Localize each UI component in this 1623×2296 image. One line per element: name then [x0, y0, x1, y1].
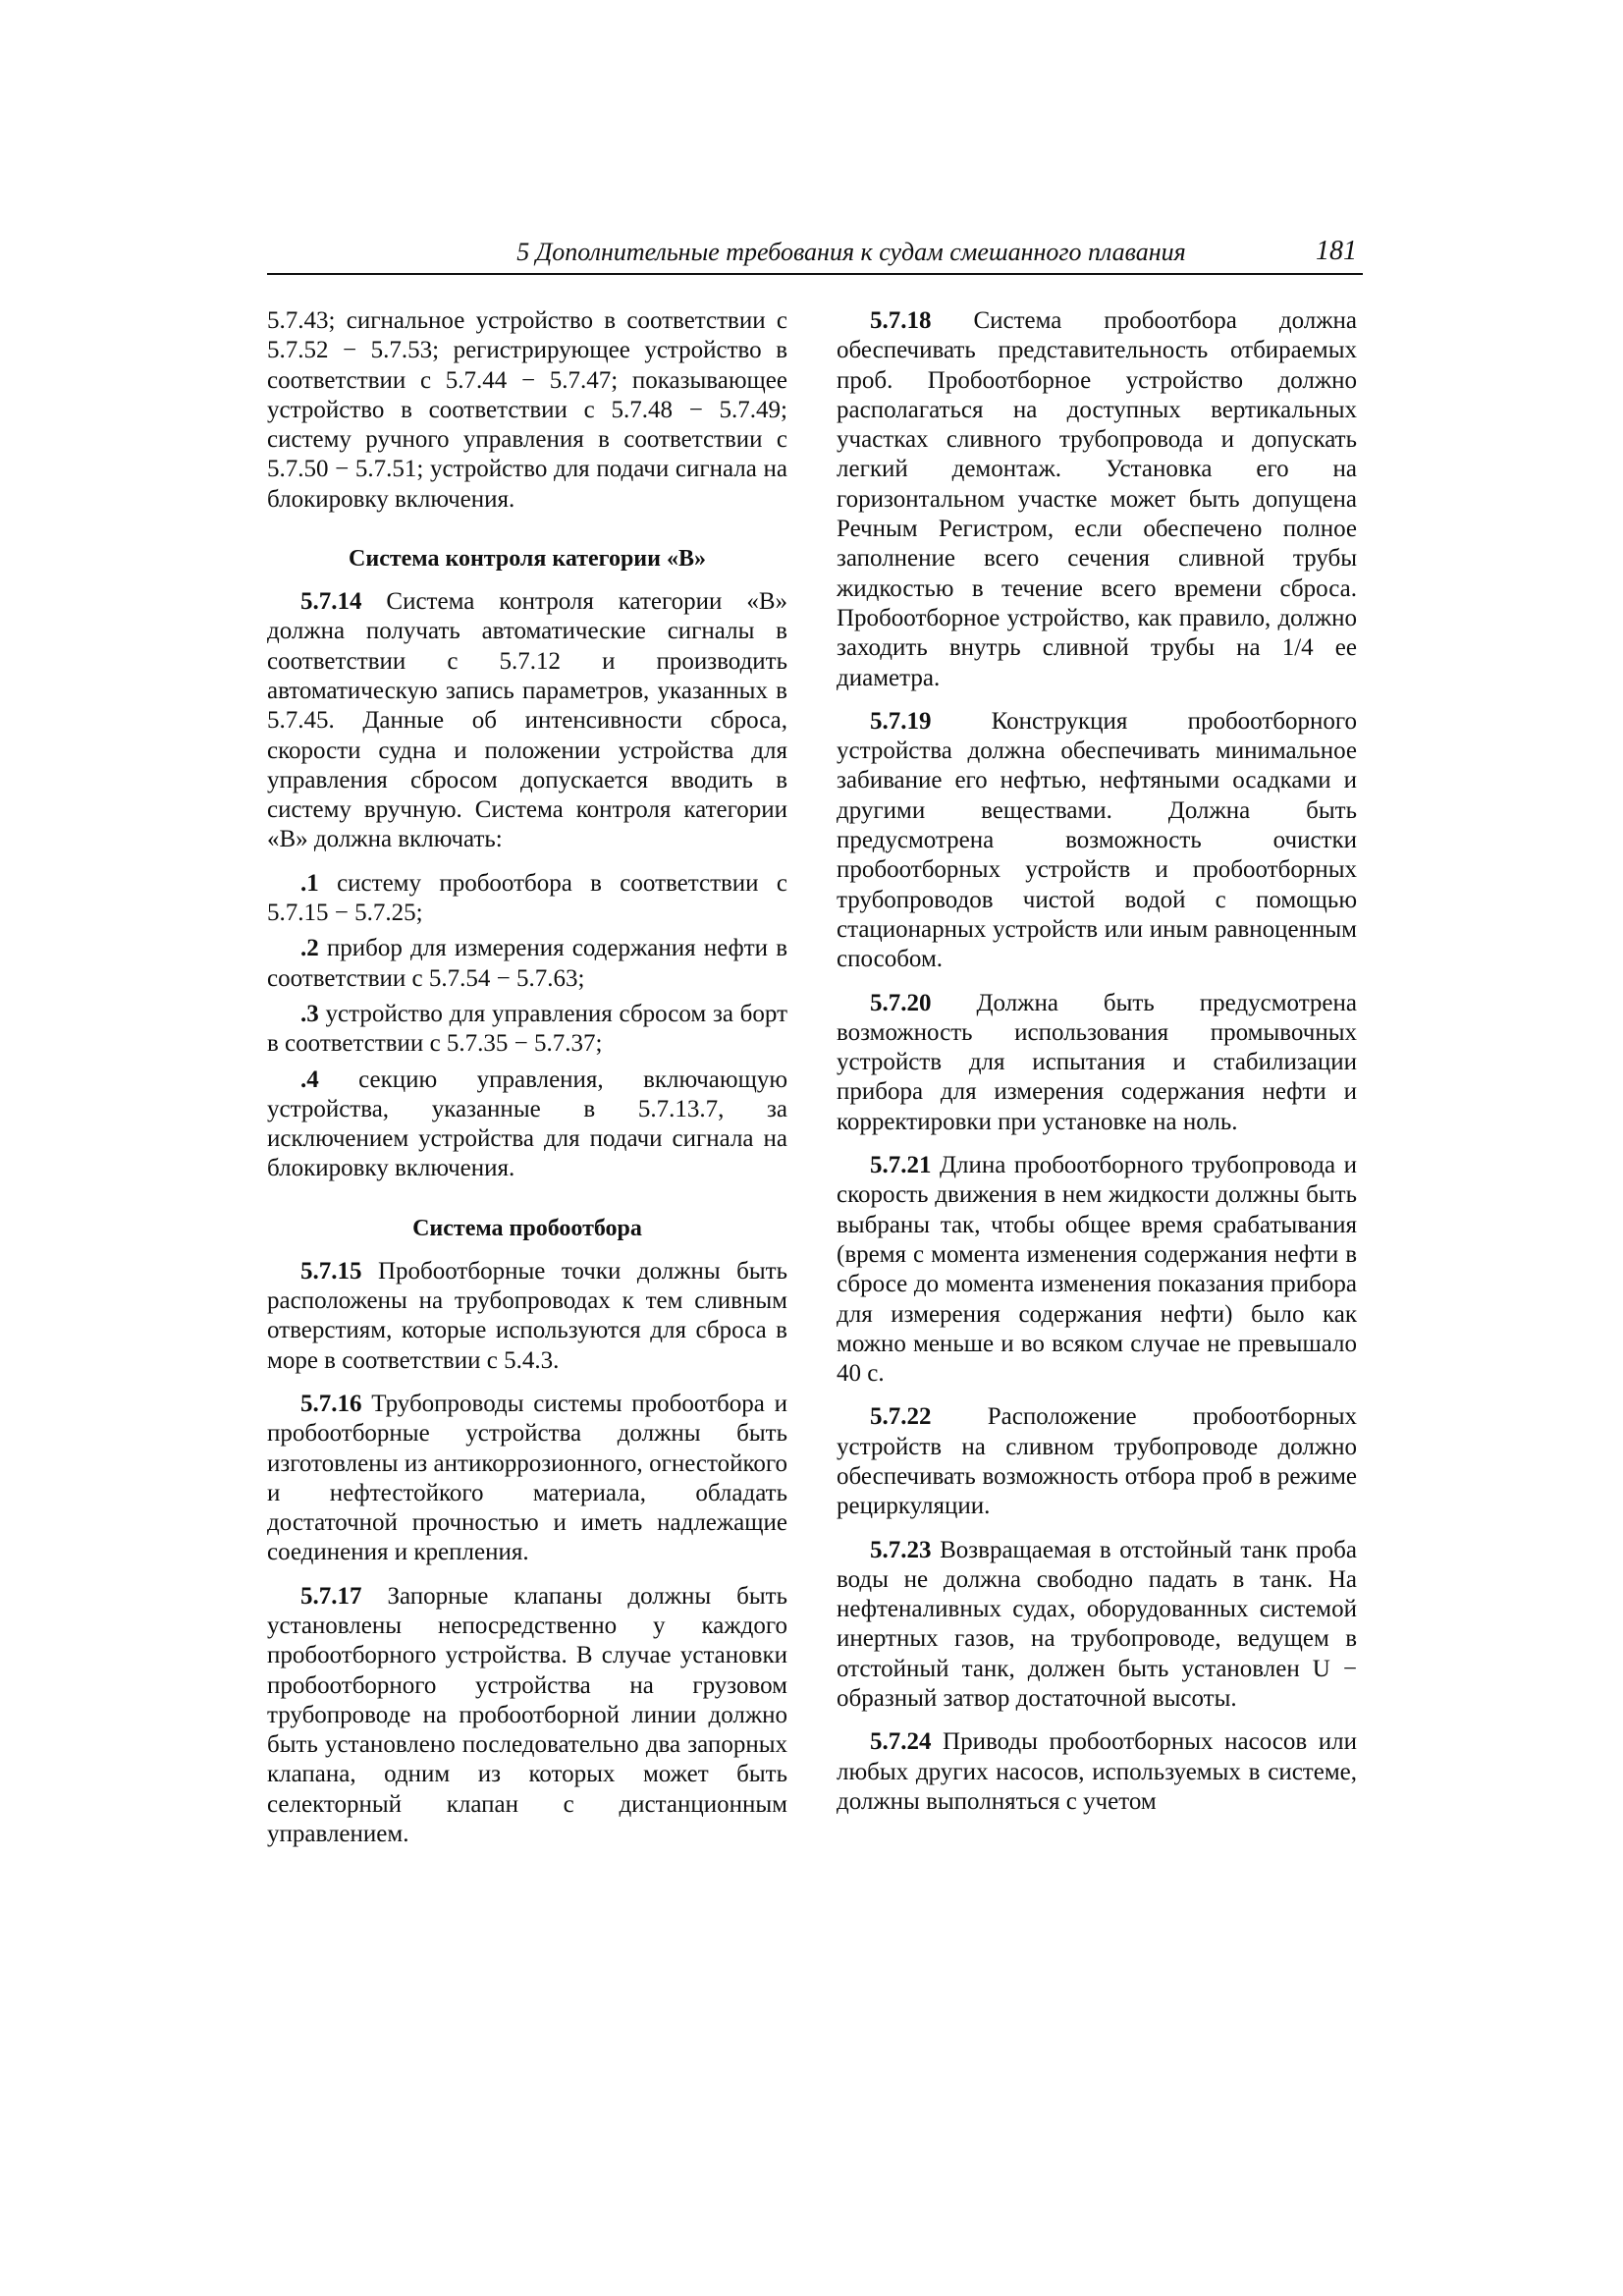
paragraph-5-7-24 [837, 1727, 1357, 1817]
paragraph-text: Длина пробоотборного трубопровода и скорость движения в нем жидкости должны быть выбраны так, чтобы общее время срабатывания (время с момента изменения содержания нефти в сбросе до момента изменения показания прибора для измерения содержания нефти) было как можно меньше и во всяком случае не превышало 40 с. [837, 1152, 1357, 1388]
paragraph-text: Возвращаемая в отстойный танк проба воды не должна свободно падать в танк. На нефтеналивных судах, оборудованных системой инертных газов, на трубопроводе, ведущем в отстойный танк, должен быть установлен U − образный затвор достаточной высоты. [837, 1536, 1357, 1713]
list-item-1 [267, 869, 787, 929]
list-item-3 [267, 1000, 787, 1060]
running-header [267, 234, 1363, 275]
paragraph-number: 5.7.16 [300, 1390, 362, 1417]
list-item-text: устройство для управления сбросом за борт в соответствии с 5.7.35 − 5.7.37; [267, 1000, 787, 1058]
paragraph-5-7-16 [267, 1390, 787, 1568]
paragraph-5-7-22 [837, 1402, 1357, 1521]
paragraph-text: Приводы пробоотборных насосов или любых других насосов, используемых в системе, должны выполняться с учетом [837, 1728, 1357, 1815]
paragraph-number: 5.7.18 [870, 307, 932, 334]
paragraph-5-7-19 [837, 707, 1357, 975]
list-item-number: .1 [300, 869, 319, 897]
paragraph-5-7-20 [837, 989, 1357, 1137]
paragraph-5-7-15 [267, 1257, 787, 1376]
paragraph-5-7-21 [837, 1151, 1357, 1389]
paragraph-text: Конструкция пробоотборного устройства должна обеспечивать минимальное забивание его нефтью, нефтяными осадками и другими веществами. Должна быть предусмотрена возможность очистки пробоотборных устройств и пробоотборных трубопроводов чистой водой с помощью стационарных устройств или иным равноценным способом. [837, 707, 1357, 973]
list-item-number: .3 [300, 1000, 319, 1027]
paragraph-number: 5.7.15 [300, 1257, 362, 1285]
paragraph-5-7-18 [837, 306, 1357, 693]
list-item-2 [267, 934, 787, 994]
list-item-text: прибор для измерения содержания нефти в соответствии с 5.7.54 − 5.7.63; [267, 935, 787, 992]
list-item-4 [267, 1066, 787, 1184]
paragraph-number: 5.7.20 [870, 989, 932, 1016]
section-heading-sampling-system: Система пробоотбора [412, 1215, 642, 1241]
page-number: 181 [1316, 236, 1357, 266]
paragraph-number: 5.7.21 [870, 1152, 932, 1179]
paragraph-text: Запорные клапаны должны быть установлены непосредственно у каждого пробоотборного устройства. В случае установки пробоотборного устройства на грузовом трубопроводе на пробоотборной линии должно быть установлено последовательно два запорных клапана, одним из которых может быть селекторный клапан с дистанционным управлением. [267, 1582, 787, 1848]
paragraph-text: Трубопроводы системы пробоотбора и пробоотборные устройства должны быть изготовлены из антикоррозионного, огнестойкого и нефтестойкого материала, обладать достаточной прочностью и иметь надлежащие соединения и крепления. [267, 1390, 787, 1566]
paragraph-text: Расположение пробоотборных устройств на сливном трубопроводе должно обеспечивать возможность отбора проб в режиме рециркуляции. [837, 1403, 1357, 1520]
paragraph-continuation [267, 306, 787, 515]
paragraph-5-7-17 [267, 1582, 787, 1850]
paragraph-number: 5.7.17 [300, 1582, 362, 1610]
section-heading-category-b: Система контроля категории «В» [349, 546, 706, 573]
list-item-number: .2 [300, 935, 319, 962]
list-item-number: .4 [300, 1066, 319, 1093]
right-column [837, 306, 1357, 1831]
paragraph-5-7-23 [837, 1536, 1357, 1715]
list-item-text: секцию управления, включающую устройства, указанные в 5.7.13.7, за исключением устройства для подачи сигнала на блокировку включения. [267, 1066, 787, 1182]
paragraph-text: Система пробоотбора должна обеспечивать представительность отбираемых проб. Пробоотборное устройство должно располагаться на доступных вертикальных участках сливного трубопровода и допускать легкий демонтаж. Установка его на горизонтальном участке может быть допущена Речным Регистром, если обеспечено полное заполнение всего сечения сливной трубы жидкостью в течение всего времени сброса. Пробоотборное устройство, как правило, должно заходить внутрь сливной трубы на 1/4 ее диаметра. [837, 307, 1357, 691]
paragraph-text: Система контроля категории «В» должна получать автоматические сигналы в соответствии с 5.7.12 и производить автоматическую запись параметров, указанных в 5.7.45. Данные об интенсивности сброса, скорости судна и положении устройства для управления сбросом допускается вводить в систему вручную. Система контроля категории «В» должна включать: [267, 588, 787, 853]
paragraph-5-7-14 [267, 587, 787, 855]
paragraph-number: 5.7.24 [870, 1728, 932, 1756]
paragraph-number: 5.7.22 [870, 1403, 932, 1431]
paragraph-text: Должна быть предусмотрена возможность использования промывочных устройств для испытания и стабилизации прибора для измерения содержания нефти и корректировки при установке на ноль. [837, 989, 1357, 1135]
paragraph-number: 5.7.19 [870, 707, 932, 735]
left-column [267, 306, 787, 1863]
paragraph-text: Пробоотборные точки должны быть расположены на трубопроводах к тем сливным отверстиям, которые используются для сброса в море в соответствии с 5.4.3. [267, 1257, 787, 1374]
paragraph-text: 5.7.43; сигнальное устройство в соответствии с 5.7.52 − 5.7.53; регистрирующее устройство в соответствии с 5.7.44 − 5.7.47; показывающее устройство в соответствии с 5.7.48 − 5.7.49; систему ручного управления в соответствии с 5.7.50 − 5.7.51; устройство для подачи сигнала на блокировку включения. [267, 307, 787, 513]
list-item-text: систему пробоотбора в соответствии с 5.7.15 − 5.7.25; [267, 869, 787, 927]
running-header-title: 5 Дополнительные требования к судам смешанного плавания [516, 238, 1186, 266]
paragraph-number: 5.7.23 [870, 1536, 932, 1563]
paragraph-number: 5.7.14 [300, 588, 362, 616]
